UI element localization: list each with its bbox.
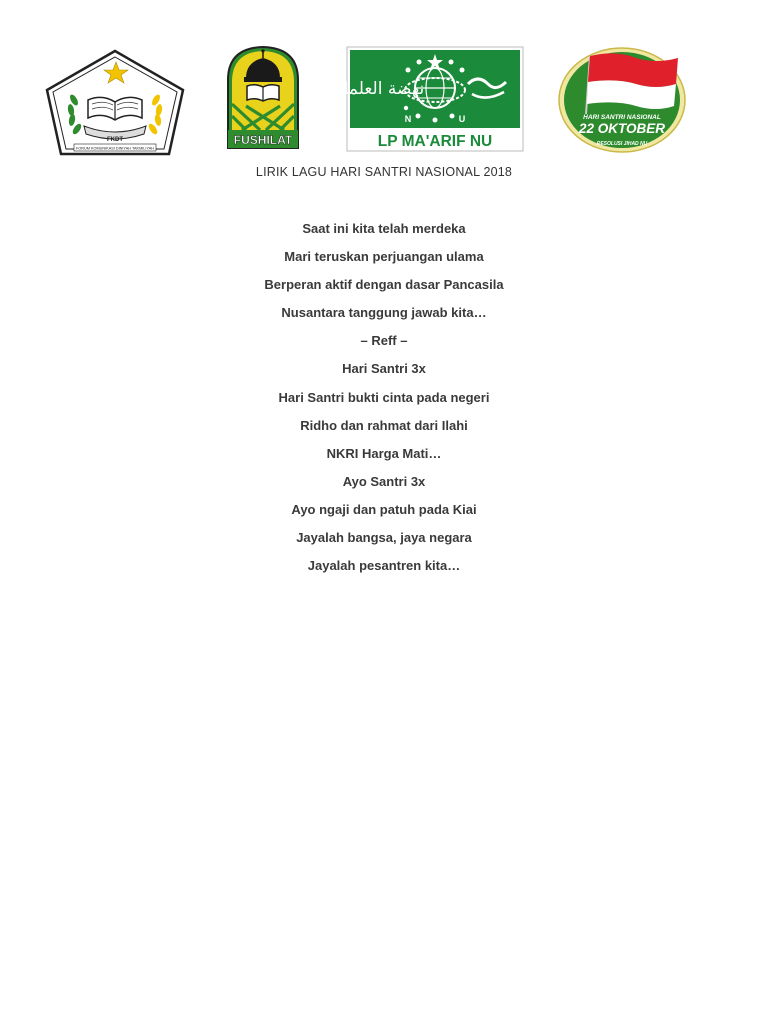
hsn-line1: HARI SANTRI NASIONAL [583, 114, 661, 121]
lyric-line: Hari Santri 3x [342, 361, 426, 377]
nu-label: LP MA'ARIF NU [377, 133, 493, 150]
lyric-line: Ridho dan rahmat dari Ilahi [300, 417, 468, 433]
lyric-line: Saat ini kita telah merdeka [302, 221, 466, 236]
hsn-line3: RESOLUSI JIHAD NU [596, 141, 648, 147]
lyric-line: Hari Santri bukti cinta pada negeri [278, 389, 490, 405]
nu-letter-u: U [458, 114, 466, 124]
nu-letter-n: N [404, 114, 412, 124]
lyric-line: Jayalah bangsa, jaya negara [296, 530, 472, 546]
lyric-line: Ayo Santri 3x [342, 473, 426, 489]
lyrics-list [0, 220, 768, 585]
fushilat-label: FUSHILAT [233, 133, 293, 147]
fkdt-abbr: FKDT [107, 137, 123, 143]
lyric-line: Ayo ngaji dan patuh pada Kiai [291, 501, 477, 517]
lyric-line: Jayalah pesantren kita… [307, 558, 461, 574]
nu-arabic-left: نهضة العلماء [335, 79, 425, 99]
lp-maarif-nu-logo [335, 46, 524, 152]
lyric-line: Berperan aktif dengan dasar Pancasila [264, 277, 504, 293]
page-title: LIRIK LAGU HARI SANTRI NASIONAL 2018 [255, 165, 513, 179]
fkdt-logo [44, 48, 186, 158]
hsn-line2: 22 OKTOBER [578, 121, 666, 136]
fkdt-caption: FORUM KOMUNIKASI DINIYAH TAKMILIYAH [76, 146, 154, 151]
lyric-reff-marker: – Reff – [360, 333, 408, 349]
lyric-line: Mari teruskan perjuangan ulama [284, 249, 484, 265]
lyric-line: Nusantara tanggung jawab kita… [281, 305, 487, 321]
hari-santri-logo [556, 44, 688, 154]
lyric-line: NKRI Harga Mati… [326, 445, 442, 461]
fushilat-logo [220, 44, 306, 152]
